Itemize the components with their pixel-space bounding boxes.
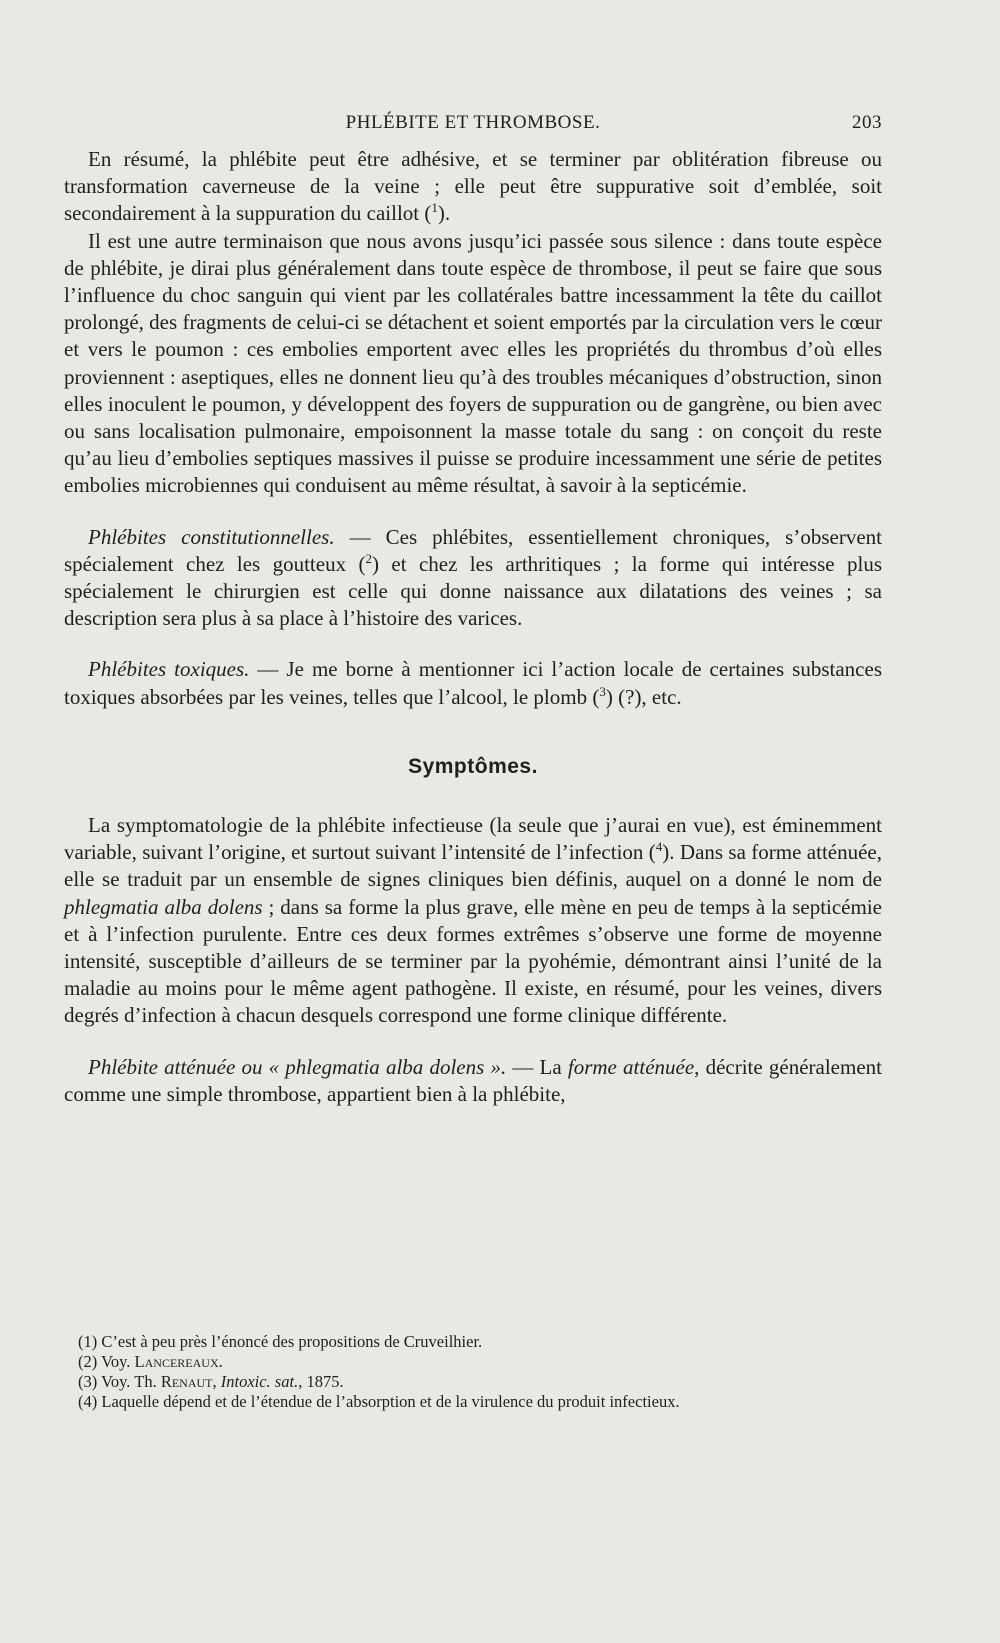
- footnote-ref: 4: [655, 839, 663, 855]
- paragraph-text: . Dans sa forme atténuée, elle se traduit par un ensemble de signes cliniques bien définis, auquel on a donné le nom de: [64, 840, 882, 892]
- footnote-text: Voy.: [97, 1352, 135, 1371]
- footnote-mark: (4): [78, 1392, 98, 1411]
- footnotes: [64, 1332, 882, 1412]
- paragraph-text: (?), etc.: [612, 684, 682, 709]
- running-title: PHLÉBITE ET THROMBOSE.: [345, 112, 601, 133]
- page-number: 203: [852, 112, 882, 133]
- paragraph-text: .: [444, 201, 451, 226]
- main-text: [64, 146, 882, 1108]
- footnote-work: Intoxic. sat.: [220, 1372, 299, 1391]
- footnote-2: [64, 1352, 882, 1372]
- footnote-ref: 2: [365, 550, 372, 566]
- subsection-title: Phlébites constitutionnelles.: [88, 524, 335, 549]
- subsection-title: Phlébites toxiques.: [88, 657, 250, 682]
- footnote-ref: 1: [431, 200, 438, 216]
- footnote-mark: (3): [78, 1372, 98, 1391]
- paragraph-text: , décrite généralement comme une simple thrombose, appartient bien à la phlébite,: [64, 1054, 882, 1106]
- footnote-text: Voy. Th.: [97, 1372, 161, 1391]
- footnote-mark: (1): [78, 1332, 98, 1351]
- paragraph-symptomatology: La symptomatologie de la phlébite infectieuse (la seule que j’aurai en vue), est éminemment variable, suivant l’origine, et surtout suivant l’intensité de l’infection ($^4$). Dans sa forme atténuée, elle se traduit par un ensemble de signes cliniques bien définis, auquel on a donné le nom de phlegmatia alba dolens ; dans sa forme la plus grave, elle mène en peu de temps à la septicémie et à l’infection purulente. Entre ces deux formes extrêmes s’observe une forme de moyenne intensité, susceptible d’ailleurs de se terminer par la pyohémie, démontrant ainsi l’unité de la maladie au moins pour le même agent pathogène. Il existe, en résumé, pour les veines, divers degrés d’infection à chacun desquels correspond une forme clinique différente.: [64, 813, 882, 1028]
- footnote-3: [64, 1372, 882, 1392]
- footnote-author: Renaut: [160, 1372, 213, 1391]
- paragraph-embolism: Il est une autre terminaison que nous avons jusqu’ici passée sous silence : dans toute espèce de phlébite, je dirai plus généralement dans toute espèce de thrombose, il peut se faire que sous l’influence du choc sanguin qui vient par les collatérales battre incessamment la tête du caillot prolongé, des fragments de celui-ci se détachent et soient emportés par la circulation vers le cœur et vers le poumon : ces embolies emportent avec elles les propriétés du thrombus d’où elles proviennent : aseptiques, elles ne donnent lieu qu’à des troubles mécaniques d’obstruction, sinon elles inoculent le poumon, y développent des foyers de suppuration ou de gangrène, ou bien avec ou sans localisation pulmonaire, empoisonnent la masse totale du sang : on conçoit du reste qu’au lieu d’embolies septiques massives il puisse se produire incessamment une série de petites embolies microbiennes qui conduisent au même résultat, à savoir à la septicémie.: [64, 228, 882, 498]
- section-heading: Symptômes.: [408, 754, 538, 778]
- paragraph-text: — Je me borne à mentionner ici l’action locale de certaines substances toxiques absorbées par les veines, telles que l’alcool, le plomb: [64, 657, 882, 709]
- footnote-author: Lancereaux: [134, 1352, 219, 1371]
- paragraph-text: La symptomatologie de la phlébite infectieuse (la seule que j’aurai en vue), est éminemment variable, suivant l’origine, et surtout suivant l’intensité de l’infection: [64, 813, 882, 865]
- paragraph-toxic: Phlébites toxiques. — Je me borne à mentionner ici l’action locale de certaines substances toxiques absorbées par les veines, telles que l’alcool, le plomb ($^3$) (?), etc.: [64, 657, 882, 709]
- footnote-1: [64, 1332, 882, 1352]
- subsection-title: Phlébite atténuée ou « phlegmatia alba dolens ».: [88, 1054, 507, 1079]
- footnote-4: [64, 1392, 882, 1412]
- footnote-mark: (2): [78, 1352, 98, 1371]
- paragraph-text: — La: [506, 1054, 568, 1079]
- paragraph-text: En résumé, la phlébite peut être adhésive, et se terminer par oblitération fibreuse ou transformation caverneuse de la veine ; elle peut être suppurative soit d’emblée, soit secondairement à la suppuration du caillot: [64, 147, 882, 226]
- footnote-ref: 3: [599, 683, 606, 699]
- footnote-text: , 1875.: [298, 1372, 344, 1391]
- footnote-text: Laquelle dépend et de l’étendue de l’absorption et de la virulence du produit infectieux.: [97, 1392, 680, 1411]
- paragraph-summary: En résumé, la phlébite peut être adhésive, et se terminer par oblitération fibreuse ou transformation caverneuse de la veine ; elle peut être suppurative soit d’emblée, soit secondairement à la suppuration du caillot ($^1$).: [64, 147, 882, 226]
- paragraph-attenuated: [64, 1054, 882, 1108]
- footnote-text: C’est à peu près l’énoncé des propositions de Cruveilhier.: [97, 1332, 483, 1351]
- italic-term: phlegmatia alba dolens: [64, 894, 263, 919]
- italic-term: forme atténuée: [567, 1054, 695, 1079]
- footnote-text: .: [218, 1352, 223, 1371]
- paragraph-text: et chez les arthritiques ; la forme qui intéresse plus spécialement le chirurgien est celle qui donne naissance aux dilatations des veines ; sa description sera plus à sa place à l’histoire des varices.: [64, 551, 882, 631]
- paragraph-text: ; dans sa forme la plus grave, elle mène en peu de temps à la septicémie et à l’infection purulente. Entre ces deux formes extrêmes s’observe une forme de moyenne intensité, susceptible d’ailleurs de se terminer par la pyohémie, démontrant ainsi l’unité de la maladie au moins pour le même agent pathogène. Il existe, en résumé, pour les veines, divers degrés d’infection à chacun desquels correspond une forme clinique différente.: [64, 894, 882, 1028]
- footnote-text: ,: [212, 1372, 221, 1391]
- paragraph-text: — Ces phlébites, essentiellement chroniques, s’observent spécialement chez les goutteux: [64, 524, 882, 576]
- paragraph-constitutional: Phlébites constitutionnelles. — Ces phlébites, essentiellement chroniques, s’observent spécialement chez les goutteux ($^2$) et chez les arthritiques ; la forme qui intéresse plus spécialement le chirurgien est celle qui donne naissance aux dilatations des veines ; sa description sera plus à sa place à l’histoire des varices.: [64, 524, 882, 631]
